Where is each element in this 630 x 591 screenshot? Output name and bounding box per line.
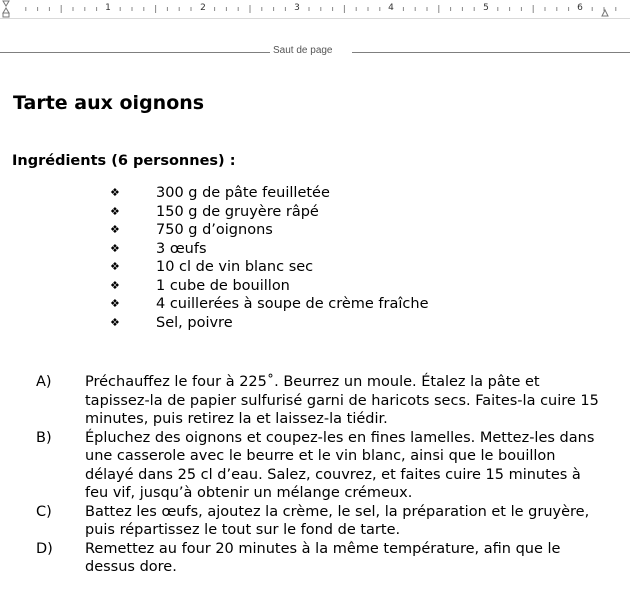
diamond-bullet-icon: ❖ <box>110 260 120 273</box>
steps-list <box>36 373 616 577</box>
ruler-number: 5 <box>483 3 489 13</box>
step-item <box>36 540 616 577</box>
ingredient-text: 4 cuillerées à soupe de crème fraîche <box>156 296 429 312</box>
ruler-number: 4 <box>388 3 394 13</box>
ingredients-list <box>110 184 428 332</box>
diamond-bullet-icon: ❖ <box>110 315 120 329</box>
diamond-bullet-icon: ❖ <box>110 297 120 310</box>
step-text: Épluchez des oignons et coupez-les en fines lamelles. Mettez-les dans une casserole avec le beurre et le vin blanc, ainsi que le bouillon délayé dans 25 cl d’eau. Salez, couvrez, et faites cuire 15 minutes à feu vif, jusqu’à obtenir un mélange crémeux. <box>85 429 595 501</box>
list-item <box>110 240 428 259</box>
list-item <box>110 295 428 314</box>
left-indent-marker-icon <box>3 1 9 17</box>
page-break-line <box>0 52 270 53</box>
ruler-number: 2 <box>200 3 206 13</box>
ingredient-text: Sel, poivre <box>156 314 233 331</box>
ingredient-text: 750 g d’oignons <box>156 222 273 238</box>
step-letter: C) <box>36 503 52 520</box>
step-letter: A) <box>36 374 52 390</box>
ingredient-text: 1 cube de bouillon <box>156 277 290 294</box>
step-item <box>36 429 616 503</box>
list-item <box>110 314 428 333</box>
step-text: Battez les œufs, ajoutez la crème, le sel, la préparation et le gruyère, puis répartissez le tout sur le fond de tarte. <box>85 503 590 538</box>
ruler-number: 3 <box>294 3 300 13</box>
ruler-number: 6 <box>577 3 583 13</box>
step-text: Remettez au four 20 minutes à la même température, afin que le dessus dore. <box>85 540 561 575</box>
list-item <box>110 203 428 222</box>
step-text: Préchauffez le four à 225˚. Beurrez un moule. Étalez la pâte et tapissez-la de papier sulfurisé garni de haricots secs. Faites-la cuire 15 minutes, puis retirez la et laissez-la tiédir. <box>85 374 599 427</box>
diamond-bullet-icon: ❖ <box>110 223 120 236</box>
ingredient-text: 300 g de pâte feuilletée <box>156 185 330 201</box>
horizontal-ruler[interactable] <box>0 0 630 19</box>
list-item <box>110 277 428 296</box>
right-indent-marker-icon <box>602 10 608 16</box>
ingredients-heading: Ingrédients (6 personnes) : <box>12 153 236 169</box>
ingredient-text: 10 cl de vin blanc sec <box>156 259 314 275</box>
page-break <box>0 44 630 58</box>
document-title: Tarte aux oignons <box>13 92 205 114</box>
diamond-bullet-icon: ❖ <box>110 186 120 199</box>
page-break-label: Saut de page <box>273 45 333 56</box>
list-item <box>110 221 428 240</box>
list-item <box>110 184 428 203</box>
step-item <box>36 373 616 429</box>
list-item <box>110 258 428 277</box>
page-break-line <box>352 52 630 53</box>
step-letter: D) <box>36 540 53 557</box>
diamond-bullet-icon: ❖ <box>110 278 120 292</box>
diamond-bullet-icon: ❖ <box>110 241 120 255</box>
ruler-ticks <box>0 0 630 18</box>
ingredient-text: 150 g de gruyère râpé <box>156 203 319 220</box>
step-item <box>36 503 616 540</box>
ruler-number: 1 <box>105 3 111 13</box>
ingredient-text: 3 œufs <box>156 240 207 257</box>
step-letter: B) <box>36 429 52 446</box>
diamond-bullet-icon: ❖ <box>110 204 120 218</box>
